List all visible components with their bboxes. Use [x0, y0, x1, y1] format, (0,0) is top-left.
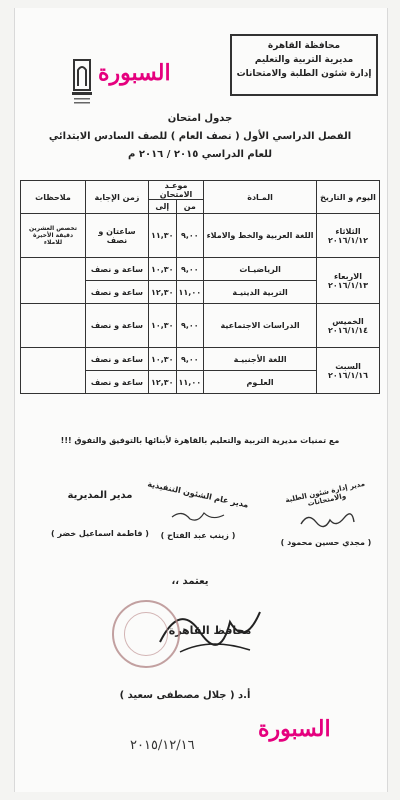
governor-title: محافظ القاهرة	[168, 624, 252, 637]
header-box	[230, 34, 378, 96]
header-to: إلى	[148, 200, 176, 214]
title-year: للعام الدراسي ٢٠١٥ / ٢٠١٦ م	[128, 149, 272, 160]
header-subject: المـادة	[204, 181, 317, 214]
note-cell: تخصص العشرين دقيقة الأخيرة للاملاء	[21, 214, 86, 258]
subject-cell: التربية الدينيـة	[204, 281, 317, 304]
day-cell: الثلاثاء ٢٠١٦/١/١٢	[317, 214, 380, 258]
signature-title: مدير عام الشئون التنفيذية	[146, 479, 250, 510]
note-cell	[21, 258, 86, 304]
duration-cell: ساعة و نصف	[86, 304, 149, 348]
wishes-line: مع تمنيات مديرية التربية والتعليم بالقاهرة لأبنائها بالتوفيق والتفوق !!!	[60, 436, 340, 445]
from-cell: ٩,٠٠	[176, 304, 204, 348]
brand-logo-bottom: السبورة	[258, 716, 331, 742]
from-cell: ١١,٠٠	[176, 371, 204, 394]
brand-logo-top: السبورة	[98, 60, 171, 86]
to-cell: ١٠,٣٠	[148, 348, 176, 371]
signature-block-1	[266, 479, 386, 547]
header-from: من	[176, 200, 204, 214]
handwritten-signature	[168, 507, 228, 525]
signature-name: ( مجدي حسين محمود )	[280, 538, 372, 547]
duration-cell: ساعة و نصف	[86, 348, 149, 371]
directorate-label: مديرية التربية والتعليم	[254, 55, 354, 65]
note-cell	[21, 348, 86, 394]
subject-cell: اللغة العربية والخط والاملاء	[204, 214, 317, 258]
duration-cell: ساعة و نصف	[86, 281, 149, 304]
from-cell: ٩,٠٠	[176, 214, 204, 258]
official-stamp	[112, 600, 180, 668]
to-cell: ١٠,٣٠	[148, 304, 176, 348]
signature-title: مدير المديرية	[67, 490, 133, 501]
table-row	[21, 214, 380, 258]
header-time: موعـد الامتحان	[148, 181, 203, 200]
from-cell: ٩,٠٠	[176, 348, 204, 371]
to-cell: ١٠,٣٠	[148, 258, 176, 281]
handwritten-signature	[296, 510, 356, 532]
department-label: إدارة شئون الطلبة والامتحانات	[236, 69, 372, 79]
signature-block-3	[40, 490, 160, 538]
from-cell: ٩,٠٠	[176, 258, 204, 281]
governor-name: أ.د ( جلال مصطفى سعيد )	[119, 690, 251, 701]
signature-title: مدير إدارة شئون الطلبة والامتحانات	[284, 479, 366, 508]
to-cell: ١١,٣٠	[148, 214, 176, 258]
title-main: جدول امتحان	[167, 113, 233, 124]
from-cell: ١١,٠٠	[176, 281, 204, 304]
table-row	[21, 258, 380, 281]
title-sub: الفصل الدراسي الأول ( نصف العام ) للصف السادس الابتدائي	[48, 131, 352, 142]
subject-cell: اللغة الأجنبيـة	[204, 348, 317, 371]
table-row	[21, 304, 380, 348]
day-cell: الاربعاء ٢٠١٦/١/١٣	[317, 258, 380, 304]
note-cell	[21, 304, 86, 348]
duration-cell: ساعة و نصف	[86, 371, 149, 394]
header-notes: ملاحظات	[21, 181, 86, 214]
day-cell: الخميس ٢٠١٦/١/١٤	[317, 304, 380, 348]
duration-cell: ساعتان و نصف	[86, 214, 149, 258]
subject-cell: العلـوم	[204, 371, 317, 394]
to-cell: ١٢,٣٠	[148, 371, 176, 394]
subject-cell: الرياضيـات	[204, 258, 317, 281]
signature-name: ( زينب عبد الفتاح )	[160, 531, 236, 540]
duration-cell: ساعة و نصف	[86, 258, 149, 281]
subject-cell: الدراسات الاجتماعية	[204, 304, 317, 348]
exam-schedule-table	[20, 180, 380, 394]
signature-name: ( فاطمة اسماعيل خضر )	[51, 529, 149, 538]
header-duration: زمن الإجابة	[86, 181, 149, 214]
day-cell: السبت ٢٠١٦/١/١٦	[317, 348, 380, 394]
handwritten-date: ٢٠١٥/١٢/١٦	[130, 738, 195, 753]
table-row	[21, 348, 380, 371]
header-day: اليوم و التاريخ	[317, 181, 380, 214]
emblem-icon	[70, 58, 94, 106]
to-cell: ١٢,٣٠	[148, 281, 176, 304]
approval-label: يعتمد ،،	[171, 576, 209, 587]
governorate-label: محافظة القاهرة	[267, 41, 341, 51]
